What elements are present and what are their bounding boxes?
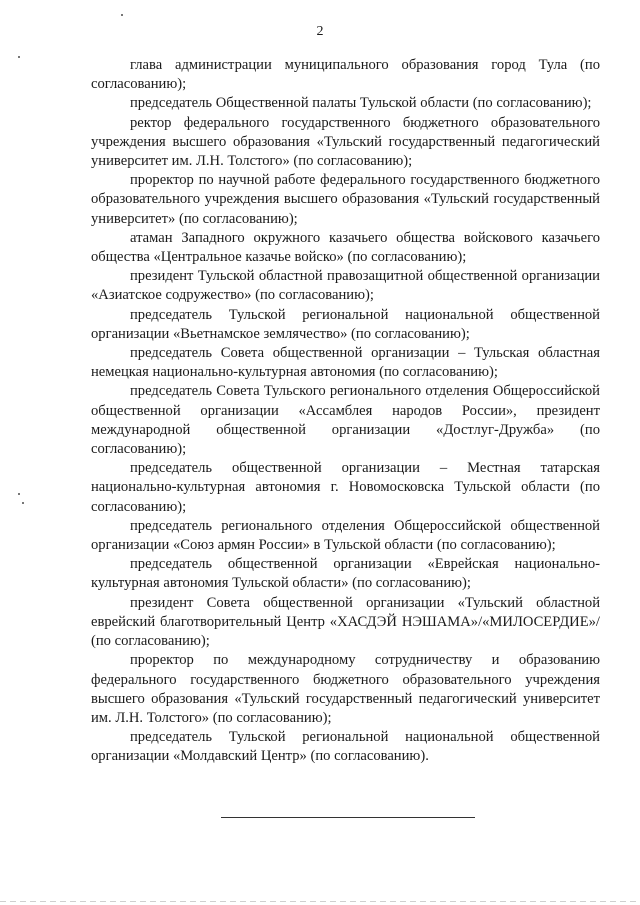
scan-artifact [121,14,123,16]
closing-rule [221,817,475,818]
scan-artifact [18,493,20,495]
paragraph: председатель Общественной палаты Тульской области (по согласованию); [130,95,592,112]
document-body [91,56,600,767]
paragraph: глава администрации муниципального образования город Тула (по согласованию); [91,57,600,93]
paragraph: проректор по международному сотрудничеству и образованию федерального государственного бюджетного образовательного учреждения высшего образования «Тульский государственный педагогический университет им. Л.Н. Толстого» (по согласованию); [91,652,600,726]
paragraph: атаман Западного окружного казачьего общества войскового казачьего общества «Центральное казачье войско» (по согласованию); [91,229,600,266]
paragraph: председатель Тульской региональной национальной общественной организации «Вьетнамское землячество» (по согласованию); [91,306,600,342]
paragraph: председатель общественной организации – Местная татарская национально-культурная автономия г. Новомосковска Тульской области (по согласованию); [91,460,600,515]
paragraph: председатель Совета Тульского регионального отделения Общероссийской общественной организации «Ассамблея народов России», президент международной общественной организации «Достлуг-Дружба» (по согласованию); [91,383,600,458]
paragraph: председатель Тульской региональной национальной общественной организации «Молдавский Центр» (по согласованию). [91,729,600,765]
paragraph: ректор федерального государственного бюджетного образовательного учреждения высшего образования «Тульский государственный педагогический университет им. Л.Н. Толстого» (по согласованию); [91,114,600,170]
paragraph: президент Совета общественной организации «Тульский областной еврейский благотворительный Центр «ХАСДЭЙ НЭШАМА»/«МИЛОСЕРДИЕ»/ (по согласованию); [91,594,600,650]
paragraph: председатель Совета общественной организации – Тульская областная немецкая национально-культурная автономия (по согласованию); [91,345,600,381]
paragraph: председатель общественной организации «Еврейская национально-культурная автономия Тульской области» (по согласованию); [91,556,600,592]
scan-edge-artifact [0,901,640,902]
scan-artifact [22,502,24,504]
page-number: 2 [316,24,324,39]
paragraph: проректор по научной работе федерального государственного бюджетного образовательного учреждения высшего образования «Тульский государственный университет» (по согласованию); [91,172,600,227]
paragraph: председатель регионального отделения Общероссийской общественной организации «Союз армян России» в Тульской области (по согласованию); [91,517,600,554]
scan-artifact [18,56,20,58]
paragraph: президент Тульской областной правозащитной общественной организации «Азиатское содружество» (по согласованию); [91,268,600,304]
